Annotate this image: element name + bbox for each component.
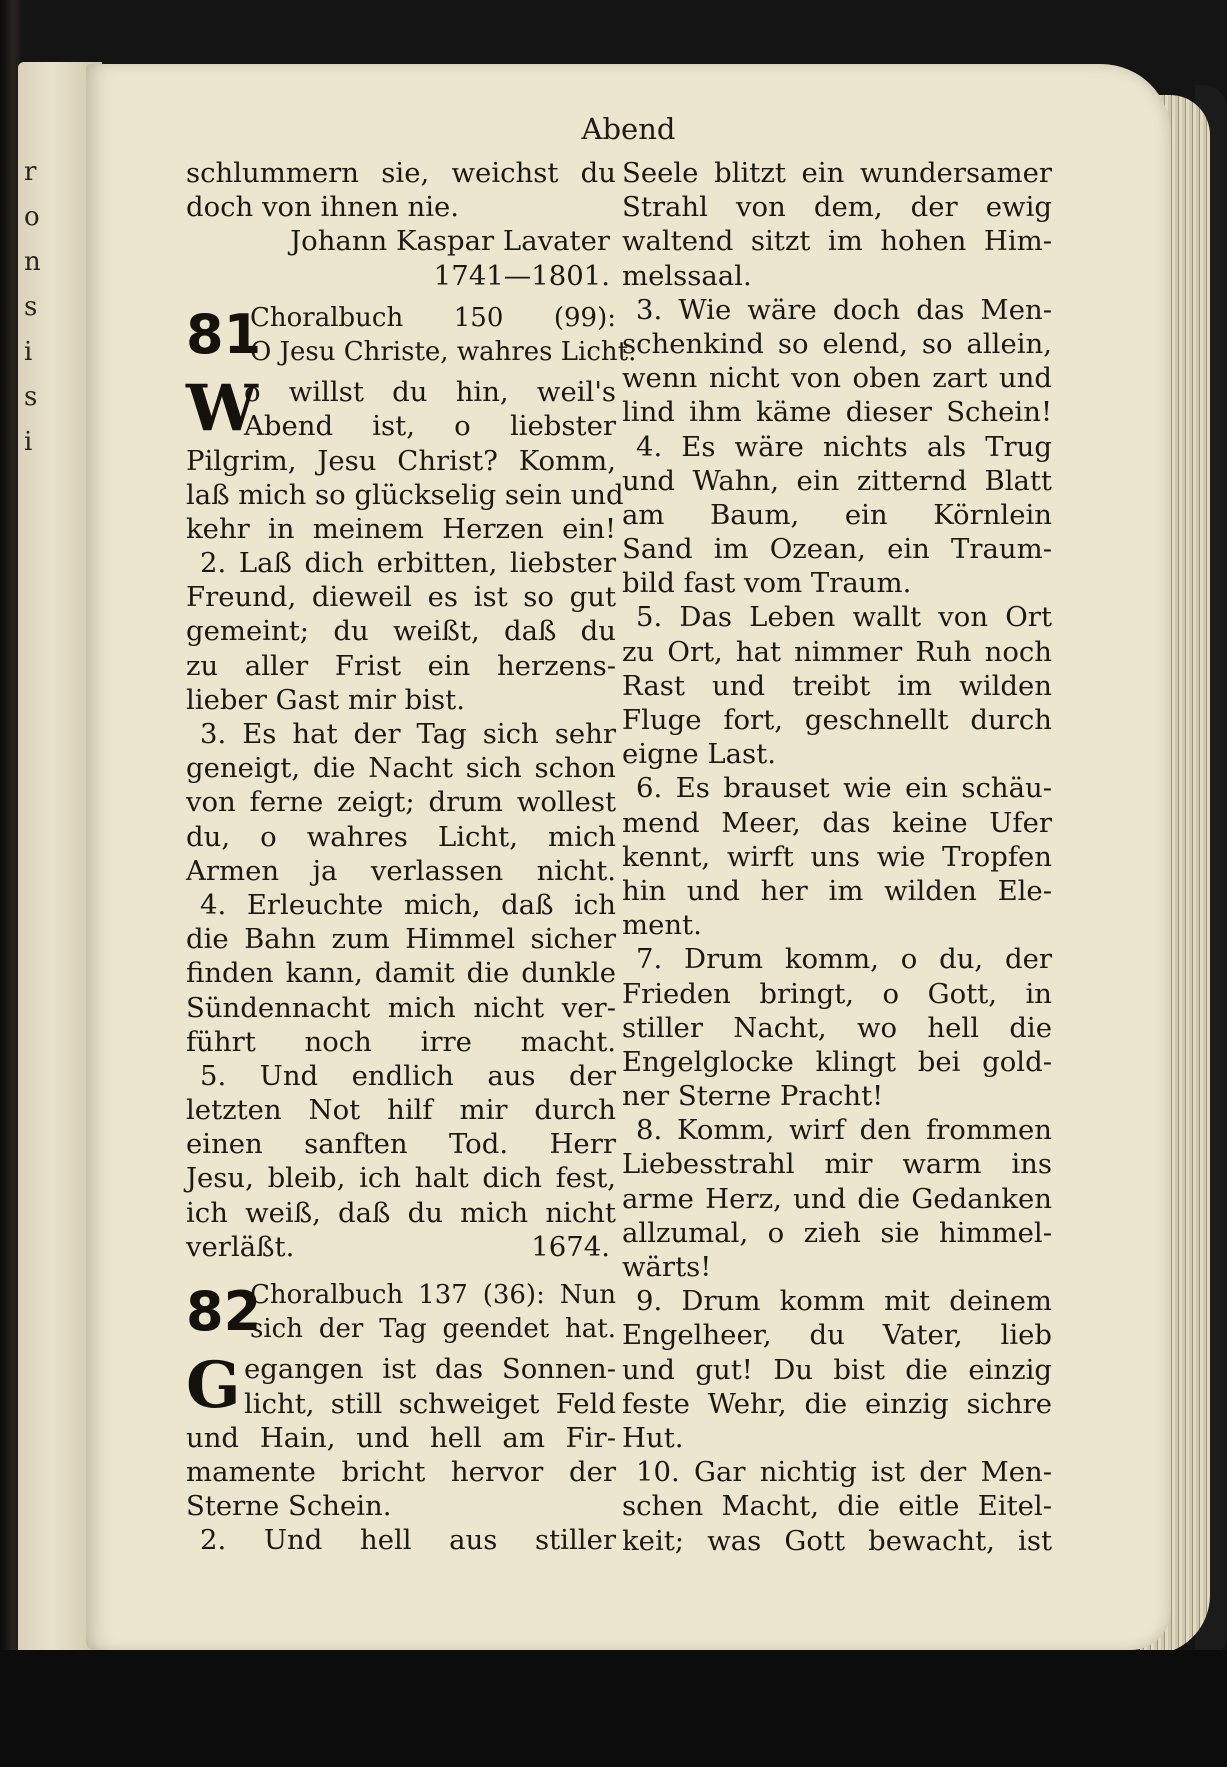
text-line: einen sanften Tod. Herr: [186, 1128, 616, 1161]
edge-letter: s: [24, 292, 38, 322]
text-line: keit; was Gott bewacht, ist: [622, 1524, 1052, 1557]
text-line: stiller Nacht, wo hell die: [622, 1011, 1052, 1044]
edge-letter: o: [24, 202, 40, 232]
text-line: 3. Wie wäre doch das Men-: [636, 293, 1052, 326]
text-line: Frieden bringt, o Gott, in: [622, 977, 1052, 1010]
text-line: ich weiß, daß du mich nicht: [186, 1196, 616, 1229]
hymn-last-line: [186, 1230, 616, 1264]
text-line: gemeint; du weißt, daß du: [186, 615, 616, 648]
text-line: von ferne zeigt; drum wollest: [186, 786, 616, 819]
book-page: [86, 64, 1171, 1650]
hymn-82-text: [186, 1348, 616, 1557]
attribution-years: 1741—1801.: [433, 259, 610, 292]
right-column: [622, 156, 1052, 1558]
drop-cap: W: [186, 371, 258, 447]
left-column: [186, 156, 637, 1558]
text-line: schenkind so elend, so allein,: [622, 327, 1052, 360]
text-line: wärts!: [622, 1251, 712, 1283]
text-line: hin und her im wilden Ele-: [622, 874, 1052, 907]
text-line: 4. Es wäre nichts als Trug: [636, 430, 1052, 463]
text-line: arme Herz, und die Gedanken: [622, 1182, 1052, 1215]
text-line: 4. Erleuchte mich, daß ich: [200, 888, 616, 921]
text-line: feste Wehr, die einzig sichre: [622, 1387, 1052, 1420]
hymn-82-header: [186, 1278, 616, 1346]
text-line: egangen ist das Sonnen-: [244, 1353, 616, 1386]
hymn-81-text: [186, 371, 624, 1264]
text-line: o willst du hin, weil's: [244, 376, 616, 409]
text-line: und Hain, und hell am Fir-: [186, 1421, 616, 1454]
text-line: ner Sterne Pracht!: [622, 1080, 884, 1113]
text-line: kehr in meinem Herzen ein!: [186, 512, 616, 545]
text-line: bild fast vom Traum.: [622, 567, 912, 600]
reference-line: O Jesu Christe, wahres Licht.: [250, 336, 637, 367]
drop-cap-lines: [186, 1348, 616, 1424]
text-line: Armen ja verlassen nicht.: [186, 854, 616, 887]
edge-letter: n: [24, 247, 41, 277]
text-line: waltend sitzt im hohen Him-: [622, 225, 1052, 258]
text-line: Liebesstrahl mir warm ins: [622, 1148, 1052, 1181]
text-line: geneigt, die Nacht sich schon: [186, 752, 616, 785]
text-line: Sündennacht mich nicht ver-: [186, 991, 616, 1024]
edge-letter: i: [24, 337, 33, 367]
text-line: Sand im Ozean, ein Traum-: [622, 533, 1052, 566]
text-line: schlummern sie, weichst du: [186, 157, 616, 189]
text-line: Rast und treibt im wilden: [622, 669, 1052, 702]
reference-line: Choralbuch 137 (36): Nun: [250, 1280, 616, 1310]
text-line: wenn nicht von oben zart und: [622, 362, 1052, 395]
edge-letter: s: [24, 382, 38, 412]
text-line: Seele blitzt ein wundersamer: [622, 157, 1052, 189]
text-line: 2. Und hell aus stiller: [200, 1524, 616, 1557]
text-line: lind ihm käme dieser Schein!: [622, 396, 1052, 429]
text-line: und Wahn, ein zitternd Blatt: [622, 464, 1052, 497]
text-line: ment.: [622, 909, 702, 942]
running-head: Abend: [581, 112, 676, 146]
text-line: schen Macht, die eitle Eitel-: [622, 1490, 1052, 1523]
text-line: Hut.: [622, 1421, 684, 1454]
text-line: die Bahn zum Himmel sicher: [186, 923, 616, 956]
text-line: Strahl von dem, der ewig: [622, 191, 1052, 224]
edge-letter: r: [24, 157, 37, 187]
text-line: und gut! Du bist die einzig: [622, 1353, 1052, 1386]
text-line: finden kann, damit die dunkle: [186, 957, 616, 990]
text-line: Fluge fort, geschnellt durch: [622, 704, 1052, 736]
hymn-81-header: [186, 301, 637, 369]
text-line: kennt, wirft uns wie Tropfen: [622, 840, 1052, 873]
text-line: 6. Es brauset wie ein schäu-: [636, 772, 1052, 805]
verse-lines: [186, 1421, 616, 1558]
text-line: 5. Und endlich aus der: [200, 1059, 616, 1092]
text-line: führt noch irre macht.: [186, 1025, 616, 1058]
text-line: Engelglocke klingt bei gold-: [622, 1045, 1052, 1078]
drop-cap: G: [186, 1348, 241, 1424]
text-line: letzten Not hilf mir durch: [186, 1094, 616, 1127]
intro-lines: [186, 156, 616, 224]
text-line: mamente bricht hervor der: [186, 1455, 616, 1488]
text-line: 8. Komm, wirf den frommen: [636, 1114, 1052, 1147]
text-line: 10. Gar nichtig ist der Men-: [636, 1456, 1052, 1489]
text-line: Freund, dieweil es ist so gut: [186, 581, 616, 614]
text-line: licht, still schweiget Feld: [244, 1387, 616, 1420]
text-line: eigne Last.: [622, 738, 776, 771]
text-line: 9. Drum komm mit deinem: [636, 1285, 1052, 1318]
text-line: melssaal.: [622, 259, 752, 292]
text-line: laß mich so glückselig sein und: [186, 478, 624, 511]
edge-letter: i: [24, 427, 33, 457]
text-line: 3. Es hat der Tag sich sehr: [200, 718, 616, 750]
attribution-name: Johann Kaspar Lavater: [290, 225, 610, 258]
text-line: zu aller Frist ein herzens-: [186, 649, 616, 682]
text-line: allzumal, o zieh sie himmel-: [622, 1216, 1052, 1249]
text-line: 5. Das Leben wallt von Ort: [636, 601, 1052, 634]
text-line: am Baum, ein Körnlein: [622, 498, 1052, 531]
last-line-text: verläßt.: [186, 1230, 295, 1263]
text-line: 7. Drum komm, o du, der: [636, 943, 1052, 976]
reference-line: sich der Tag geendet hat.: [250, 1314, 616, 1345]
reference-line: Choralbuch 150 (99):: [250, 302, 616, 333]
text-line: mend Meer, das keine Ufer: [622, 806, 1052, 839]
text-line: lieber Gast mir bist.: [186, 683, 465, 716]
text-line: Abend ist, o liebster: [244, 410, 616, 443]
hymn-number: 82: [186, 1280, 262, 1343]
text-line: du, o wahres Licht, mich: [186, 820, 616, 853]
text-line: Jesu, bleib, ich halt dich fest,: [186, 1162, 616, 1195]
book-cover-bottom: [0, 1650, 1227, 1767]
text-line: zu Ort, hat nimmer Ruh noch: [622, 635, 1052, 668]
hymn-year: 1674.: [531, 1230, 610, 1263]
hymn-number: 81: [186, 302, 262, 366]
text-line: Engelheer, du Vater, lieb: [622, 1319, 1052, 1352]
text-line: doch von ihnen nie.: [186, 191, 460, 224]
text-line: 2. Laß dich erbitten, liebster: [200, 547, 616, 580]
text-line: Sterne Schein.: [186, 1490, 392, 1523]
text-line: Pilgrim, Jesu Christ? Komm,: [186, 444, 616, 477]
verse-lines: [186, 444, 624, 1230]
